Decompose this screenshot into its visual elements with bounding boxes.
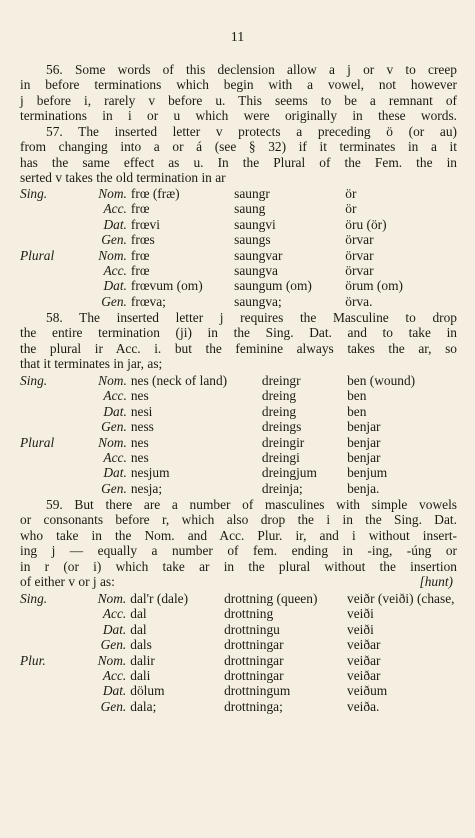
case-label: Dat.	[103, 278, 127, 294]
text-line: serted v takes the old termination in ar	[20, 170, 226, 186]
row-label	[20, 201, 70, 216]
row-label	[20, 232, 70, 247]
case-label: Dat.	[102, 683, 127, 699]
form: dal	[130, 621, 147, 637]
row-label	[20, 699, 69, 714]
form: drottningar	[224, 652, 284, 668]
form: nesi	[130, 403, 153, 419]
case-label: Acc.	[103, 263, 127, 279]
row-label	[20, 450, 70, 465]
text-line: in r (or i) which take ar in the plural without the insertion	[20, 558, 457, 574]
form: nes	[130, 434, 149, 450]
form: örvar	[345, 263, 374, 279]
row-label: Sing.	[20, 186, 48, 201]
text-line: 56. Some words of this declension allow a j or v to creep	[46, 62, 457, 77]
table-row	[20, 217, 457, 232]
form: dal'r (dale)	[130, 591, 189, 606]
text-line: 58. The inserted letter j requires the Masculine to drop	[46, 310, 457, 325]
text-line: ing j — equally a number of fem. ending in -ing, -úng or	[20, 543, 457, 559]
form: nesjum	[130, 465, 170, 481]
form: örvar	[345, 232, 374, 248]
form: dreingr	[261, 373, 301, 388]
case-label: Gen.	[100, 698, 127, 714]
case-label: Acc.	[103, 201, 127, 217]
form: dreinja;	[261, 480, 303, 496]
form: frœva;	[130, 293, 166, 309]
form: drottningu	[224, 621, 280, 637]
form: veiða.	[347, 698, 380, 714]
declension-table-2	[20, 373, 457, 496]
form: drottning	[224, 606, 274, 622]
text-line: that it terminates in jar, as;	[20, 356, 163, 372]
form: frœvi	[130, 216, 160, 232]
case-label: Gen.	[101, 293, 127, 309]
table-row	[20, 201, 457, 216]
form: drottninga;	[224, 698, 283, 714]
text-line: or consonants before r, which also drop the i in the Sing. Dat.	[20, 512, 457, 528]
form: veiði	[347, 606, 374, 622]
case-label: Gen.	[101, 232, 127, 248]
form: dali	[130, 668, 151, 684]
form: veiðar	[347, 668, 381, 684]
form: veiði	[347, 621, 374, 637]
table-row	[20, 435, 457, 450]
form: benjar	[347, 434, 381, 450]
form: dreing	[261, 388, 297, 404]
form: frœ	[130, 247, 150, 263]
text-line: the entire termination (ji) in the Sing. Dat. and to take in	[20, 325, 457, 341]
form: dreing	[261, 403, 297, 419]
case-label: Dat.	[103, 403, 127, 419]
form: benjum	[347, 465, 388, 481]
row-label: Plural	[20, 434, 55, 450]
table-row	[20, 637, 457, 652]
case-label: Gen.	[100, 637, 127, 653]
text-line: from changing into a or á (see § 32) if it terminates in a it	[20, 139, 457, 155]
paragraph-56	[20, 62, 457, 124]
text-line: 57. The inserted letter v protects a preceding ö (or au)	[46, 124, 457, 139]
row-label	[20, 668, 69, 683]
form: ör	[345, 201, 357, 217]
table-row	[20, 232, 457, 247]
table-row	[20, 606, 457, 621]
case-label: Dat.	[103, 216, 127, 232]
paragraph-59	[20, 497, 457, 589]
case-label: Nom.	[98, 373, 127, 388]
table-row	[20, 699, 457, 714]
row-label	[20, 481, 70, 496]
row-label	[20, 606, 69, 621]
form: frœ	[130, 263, 150, 279]
form: drottning (queen)	[224, 591, 318, 606]
text-line: j before i, rarely v before u. This seems to be a remnant of	[20, 92, 457, 108]
form: dreingi	[261, 450, 300, 466]
page-number: 11	[230, 30, 245, 45]
table-row	[20, 294, 457, 309]
row-label	[20, 637, 69, 652]
form: ör	[345, 186, 357, 201]
form: saungr	[234, 186, 270, 201]
form: benjar	[347, 450, 381, 466]
form: nes	[130, 450, 149, 466]
form: öru (ör)	[345, 216, 387, 232]
form: ness	[130, 419, 154, 435]
form: drottningar	[224, 637, 284, 653]
form: örvar	[345, 247, 374, 263]
table-row	[20, 388, 457, 403]
table-row	[20, 450, 457, 465]
table-row	[20, 248, 457, 263]
table-row	[20, 622, 457, 637]
row-label: Sing.	[20, 591, 48, 606]
row-label	[20, 278, 70, 293]
form: örva.	[345, 293, 373, 309]
form: ben	[347, 403, 367, 419]
case-label: Gen.	[101, 419, 127, 435]
form: drottningum	[224, 683, 291, 699]
form: saung	[234, 201, 266, 217]
form: benja.	[347, 480, 380, 496]
table-row	[20, 668, 457, 683]
row-label	[20, 388, 70, 403]
form: dölum	[130, 683, 165, 699]
case-label: Dat.	[103, 465, 127, 481]
row-label	[20, 419, 70, 434]
row-label: Plural	[20, 247, 55, 263]
declension-table-1	[20, 186, 457, 309]
form: saungva;	[234, 293, 282, 309]
text-line: terminations in i or u which were originally in these words.	[20, 108, 457, 124]
table-row	[20, 186, 457, 201]
table-row	[20, 591, 457, 606]
case-label: Nom.	[98, 434, 127, 450]
form: ben	[347, 388, 367, 404]
form: saungs	[234, 232, 271, 248]
form: frœvum (om)	[130, 278, 203, 294]
table-row	[20, 263, 457, 278]
declension-table-3	[20, 591, 457, 714]
form: dalir	[130, 652, 155, 668]
row-label	[20, 217, 70, 232]
form: örum (om)	[345, 278, 403, 294]
text-line: of either v or j as:	[20, 574, 115, 590]
form: veiðar	[347, 652, 381, 668]
table-row	[20, 419, 457, 434]
text-line: 59. But there are a number of masculines with simple vowels	[46, 497, 457, 512]
form: dal	[130, 606, 147, 622]
form: benjar	[347, 419, 381, 435]
case-label: Nom.	[97, 591, 127, 606]
table-row	[20, 278, 457, 293]
table-row	[20, 653, 457, 668]
row-label	[20, 404, 70, 419]
table-row	[20, 404, 457, 419]
row-label: Plur.	[20, 652, 46, 668]
text-line: who take in the Nom. and Acc. Plur. ir, and i without insert-	[20, 527, 457, 543]
paragraph-58	[20, 310, 457, 372]
hunt-note: [hunt)	[419, 574, 453, 589]
table-row	[20, 465, 457, 480]
form: veiðr (veiði) (chase,	[347, 591, 455, 606]
form: dreings	[261, 419, 302, 435]
case-label: Nom.	[98, 247, 127, 263]
form: ben (wound)	[347, 373, 416, 388]
paragraph-57	[20, 124, 457, 186]
form: veiðar	[347, 637, 381, 653]
case-label: Nom.	[97, 652, 127, 668]
case-label: Acc.	[103, 388, 127, 404]
row-label	[20, 263, 70, 278]
form: frœ (fræ)	[130, 186, 180, 201]
form: saungvi	[234, 216, 276, 232]
form: dals	[130, 637, 152, 653]
row-label	[20, 622, 69, 637]
row-label	[20, 294, 70, 309]
form: dala;	[130, 698, 157, 714]
case-label: Nom.	[98, 186, 127, 201]
form: drottningar	[224, 668, 284, 684]
case-label: Acc.	[102, 668, 127, 684]
form: nes (neck of land)	[130, 373, 228, 388]
row-label	[20, 465, 70, 480]
form: saungva	[234, 263, 279, 279]
table-row	[20, 373, 457, 388]
row-label: Sing.	[20, 373, 48, 388]
case-label: Acc.	[102, 606, 127, 622]
text-line: the plural ir Acc. i. but the feminine always takes the ar, so	[20, 340, 457, 356]
case-label: Acc.	[103, 450, 127, 466]
form: dreingjum	[261, 465, 317, 481]
table-row	[20, 481, 457, 496]
form: frœ	[130, 201, 150, 217]
text-line: in before terminations which begin with a vowel, not however	[20, 77, 457, 93]
form: nes	[130, 388, 149, 404]
row-label	[20, 683, 69, 698]
text-line: has the same effect as u. In the Plural of the Fem. the in	[20, 154, 457, 170]
form: frœs	[130, 232, 155, 248]
form: nesja;	[130, 480, 163, 496]
form: saungum (om)	[234, 278, 312, 294]
form: veiðum	[347, 683, 388, 699]
case-label: Dat.	[102, 621, 127, 637]
form: dreingir	[261, 434, 305, 450]
table-row	[20, 683, 457, 698]
form: saungvar	[234, 247, 283, 263]
case-label: Gen.	[101, 480, 127, 496]
